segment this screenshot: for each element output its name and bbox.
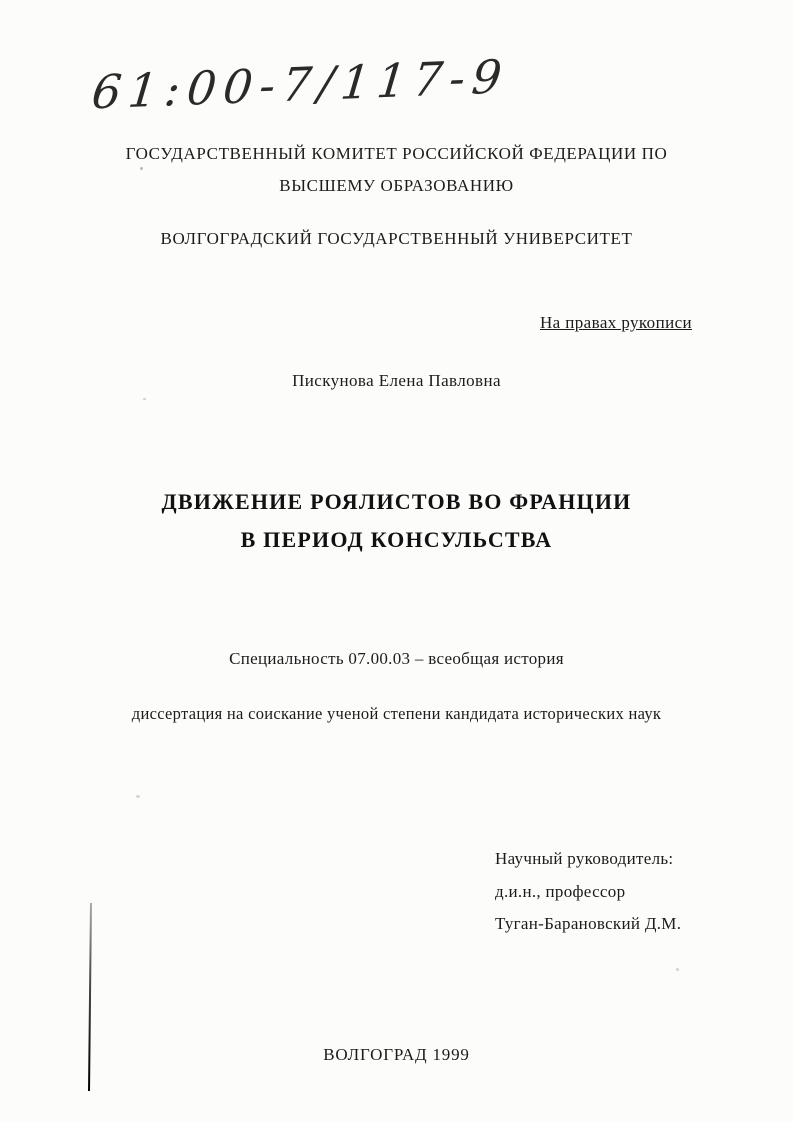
city-year-line: ВОЛГОГРАД 1999 bbox=[323, 1045, 470, 1064]
dissertation-title-line2: В ПЕРИОД КОНСУЛЬСТВА bbox=[240, 527, 553, 552]
scan-speckle bbox=[676, 968, 679, 971]
author-name: Пискунова Елена Павловна bbox=[292, 371, 501, 390]
supervisor-block bbox=[495, 843, 681, 941]
scan-speckle bbox=[140, 167, 143, 170]
supervisor-name: Туган-Барановский Д.М. bbox=[495, 914, 682, 933]
committee-name-line2: ВЫСШЕМУ ОБРАЗОВАНИЮ bbox=[279, 176, 514, 195]
handwritten-catalog-number: 61:00-7/117-9 bbox=[89, 49, 512, 120]
supervisor-degree: д.и.н., профессор bbox=[495, 881, 626, 901]
degree-purpose-line: диссертация на соискание ученой степени кандидата исторических наук bbox=[131, 704, 662, 723]
committee-name-line1: ГОСУДАРСТВЕННЫЙ КОМИТЕТ РОССИЙСКОЙ ФЕДЕРАЦИИ ПО bbox=[125, 144, 668, 163]
specialty-line: Специальность 07.00.03 – всеобщая история bbox=[229, 649, 564, 668]
scan-speckle bbox=[136, 795, 140, 798]
university-name: ВОЛГОГРАДСКИЙ ГОСУДАРСТВЕННЫЙ УНИВЕРСИТЕТ bbox=[160, 229, 633, 248]
dissertation-title bbox=[0, 483, 793, 559]
scan-speckle bbox=[143, 398, 146, 400]
supervisor-label: Научный руководитель: bbox=[495, 849, 674, 868]
manuscript-rights-note: На правах рукописи bbox=[540, 313, 693, 332]
dissertation-title-line1: ДВИЖЕНИЕ РОЯЛИСТОВ ВО ФРАНЦИИ bbox=[161, 489, 632, 514]
